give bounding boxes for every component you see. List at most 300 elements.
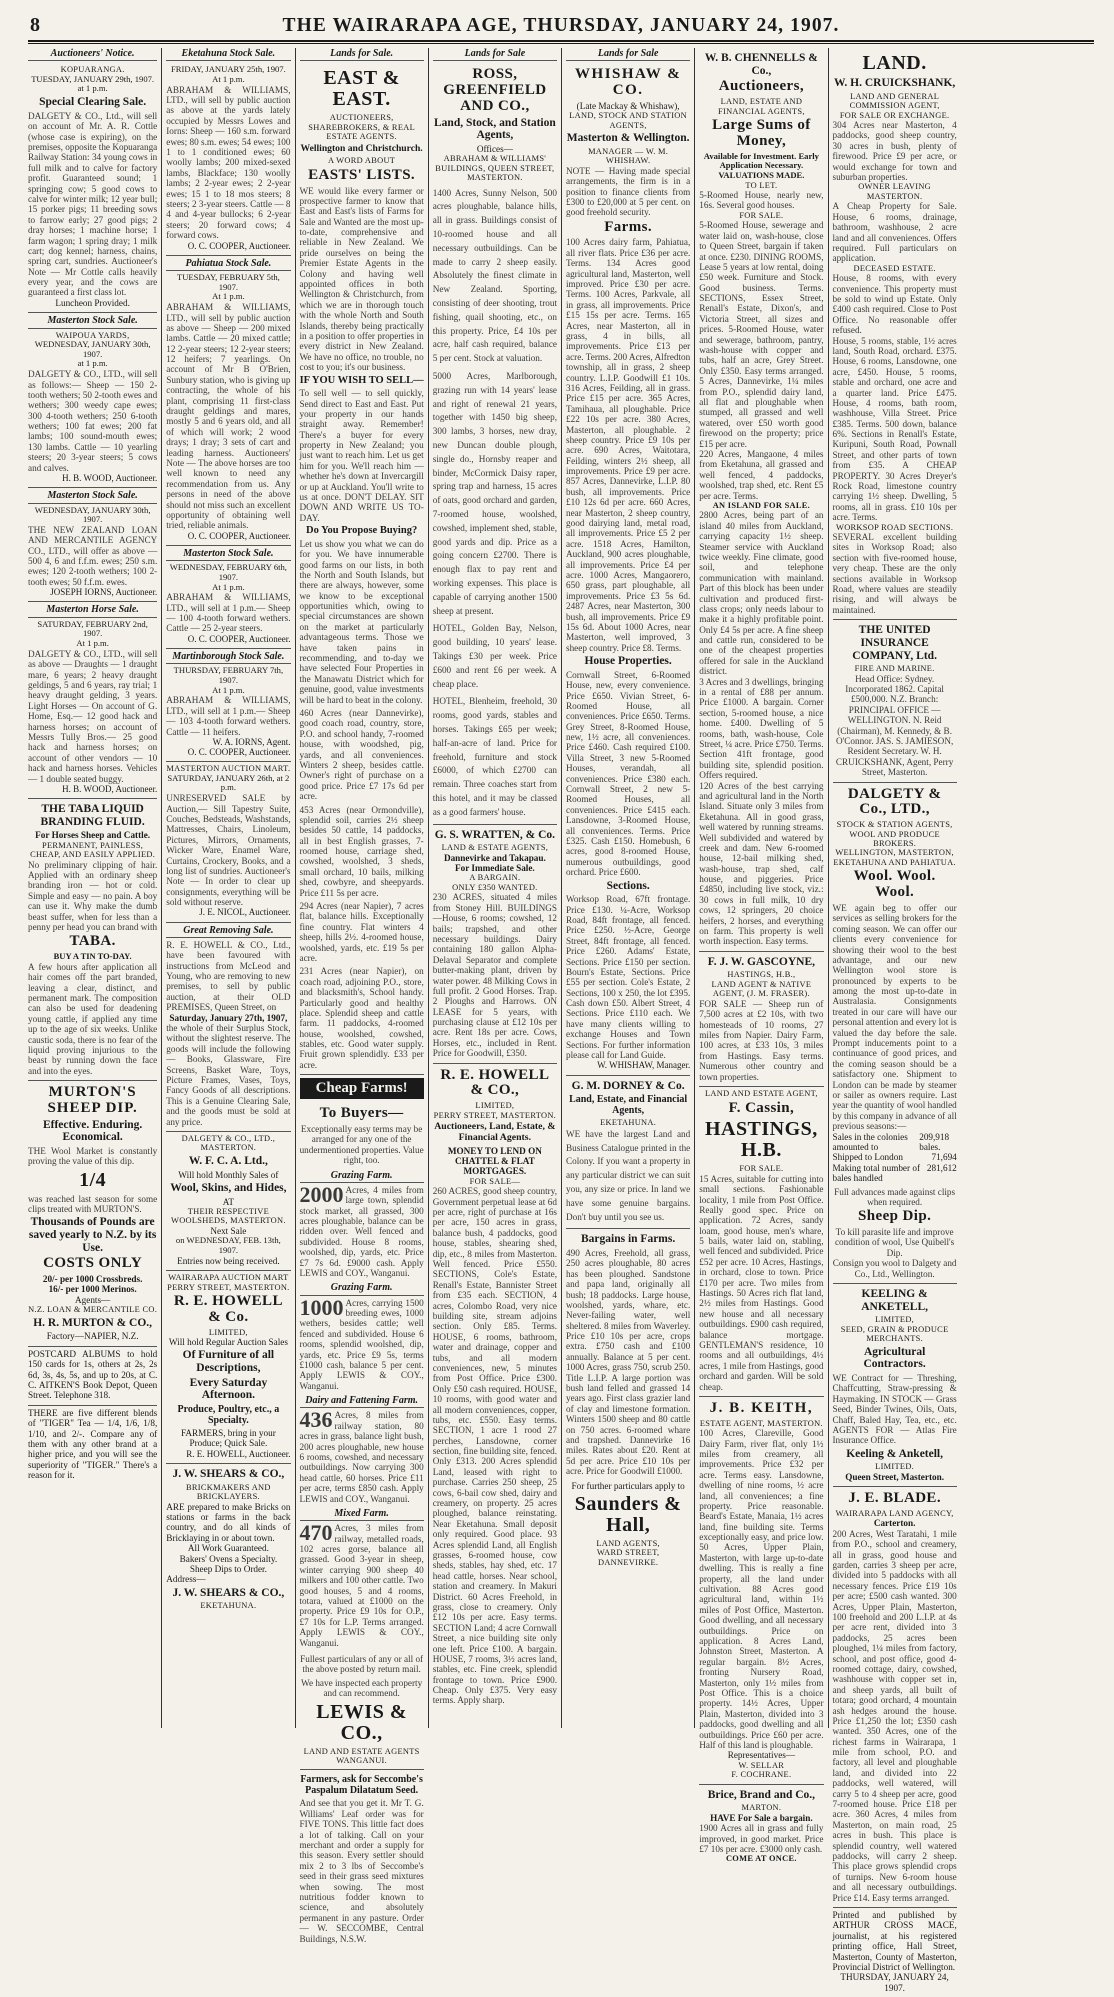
ad-sales-value: 209,918 bales. [919, 1131, 950, 1152]
ad-advances: Full advances made against clips when required. [834, 1186, 956, 1207]
ad-date: FRIDAY, JANUARY 25th, 1907. [170, 64, 286, 75]
ad-header: Masterton Stock Sale. [166, 548, 290, 561]
ad-united-insurance [833, 620, 957, 782]
ad-subtitle: PERMANENT, PAINLESS, CHEAP, AND EASILY APPLIED. [30, 840, 156, 860]
ad-listing-1: 1400 Acres, Sunny Nelson, 500 acres ploughable, balance hills, all in grass. Buildings consist of 10-roomed house and all necessary outbuildings. Can be made to carry 2 sheep easily. Absolutely the finest climate in New Zealand. Sporting, consisting of deer shooting, trout fishing, quail shooting, etc., on this property. Price, £4 10s per acre, half cash required, balance 5 per cent. Stock at valuation. [432, 187, 557, 364]
ad-body-2: 220 Acres, Mangaone, 4 miles from Eketahuna, all grassed and well fenced, 4 paddocks, woolshed, trap shed, etc. Rent £5 per acre. Terms. [699, 448, 824, 501]
ad-body-3: Let us show you what we can do for you. We have innumerable good farms on our lists, in both the North and South Islands, but there are always, however, some we know to be exceptional opportunities which, owing to special circumstances are shown on the market at particularly advantageous terms. Those we have taken pains in recommending, and to-day we have selected Four Properties in the Manawatu District which for genuine, good, value investments will be hard to beat in the colony. [299, 538, 424, 705]
ad-date: WEDNESDAY, JANUARY 30th, 1907. [34, 504, 151, 525]
ad-shipped-row [833, 1152, 957, 1162]
ad-grazing-heading-2: Grazing Farm. [300, 1282, 424, 1295]
ad-taba-branding-fluid [28, 799, 157, 1081]
ad-of: Of Furniture of all Descriptions, [182, 1349, 275, 1375]
ad-dips: Sheep Dips to Order. [189, 1563, 267, 1574]
ad-header: Masterton Stock Sale. [28, 490, 157, 503]
ad-cruickshank [833, 48, 957, 620]
ad-body: Head Office: Sydney. Incorporated 1862. Capital £500,000. N.Z. Branch: PRINCIPAL OFFICE — WELLINGTON. N. Reid (Chairman), M. Kennedy, & B. O'Connor. JAS. S. JAMIESON, Resident Secretary. W. H. CRUICKSHANK, Agent, Perry Street, Masterton. [835, 673, 954, 778]
ad-exchange: FOR SALE OR EXCHANGE. [839, 110, 950, 120]
ad-street: PERRY STREET, MASTERTON. [167, 1282, 290, 1292]
ad-signature: H. B. WOOD, Auctioneer. [62, 783, 158, 794]
ad-property-2: 453 Acres (near Ormondville), splendid soil, carries 2½ sheep besides 50 cattle, 14 paddocks, all in best English grasses, 7-roomed house, carriage shed, cowshed, woolshed, 3 sheds, small orchard, 10 bails, milking shed, cowbyre, and sheepyards. Price £11 5s per acre. [299, 804, 424, 898]
ad-body: DALGETY & CO., LTD., will sell as above — Draughts — 1 draught mare, 6 years; 2 heavy draught geldings, 5 and 6 years, ray trial; 1 heavy draught gelding, 3 years. Light Horses — On account of G. Home, Esq.— 12 good hack and harness horses; on account of Messrs Tully Bros.— 25 good hack and harness horses; on account of other vendors — 10 hack and harness horses. Vehicles — 1 double seated buggy. [28, 648, 158, 784]
ad-ltd: LIMITED, [208, 1327, 248, 1337]
ad-body-2: A Cheap Property for Sale. House, 6 rooms, drainage, bathroom, washhouse, 2 acre land and all conveniences. Offers required. Full particulars on application. [832, 201, 957, 264]
ad-body-2: the whole of their Surplus Stock, without the slightest reserve. The goods will include the following — Books, Glassware, Fire Screens, Basket Ware, Toys, Picture Frames, Vases, Toys, Fancy Goods of all descriptions. This is a Genuine Clearing Sale, and the goods must be sold at any price. [166, 1023, 291, 1127]
ad-forsale: FOR SALE. [739, 1164, 784, 1174]
ad-grazing-text: Acres, 4 miles from large town, splendid stock market, all grassed, 300 acres ploughable, balance can be ridden over. Well fenced and subdivided. House 8 rooms, woolshed, dip, yards, etc. Price £7 7s 6d. £9000 cash. Apply LEWIS and COY., Wanganui. [299, 1184, 424, 1278]
cheap-farms-banner: Cheap Farms! [300, 1078, 424, 1099]
ad-firm: ROSS, GREENFIELD AND CO., [443, 66, 547, 114]
ad-heading: Special Clearing Sale. [39, 96, 147, 109]
ad-time: At 1 p.m. [76, 638, 109, 649]
column-header: Lands for Sale [433, 48, 557, 61]
ad-fullest: Fullest particulars of any or all of the above posted by return mail. [300, 1653, 424, 1675]
ad-wanted: ONLY £350 WANTED. [452, 882, 538, 892]
column-5 [561, 48, 694, 1728]
ad-body: WE would like every farmer or prospective farmer to know that East and East's lists of Farms for Sale and Wanted are the most up-to-date, comprehensive and reliable in New Zealand. We pride ourselves on being the Premier Estate Agents in the Colony and having well appointed offices in both Wellington & Christchurch, from which we are in thorough touch with the whole North and South Islands, thereby being practically in a position to offer properties in every district in New Zealand. We have no office, no trouble, no cost to you; it's our business. [299, 185, 424, 373]
ad-money: MONEY TO LEND ON CHATTEL & FLAT MORTGAGES. [447, 1145, 542, 1177]
ad-have: HAVE For Sale a bargain. [710, 1812, 813, 1823]
ad-worksop: WORKSOP ROAD SECTIONS. [835, 522, 954, 532]
ad-header: Masterton Horse Sale. [28, 604, 157, 617]
ad-tolet: TO LET. [745, 180, 778, 190]
ad-subtitle: LAND, STOCK AND STATION AGENTS, [569, 111, 687, 130]
ad-subtitle: SEED, GRAIN & PRODUCE MERCHANTS. [840, 1324, 949, 1344]
ad-come: COME AT ONCE. [725, 1854, 797, 1864]
ad-date: WEDNESDAY, JANUARY 30th, 1907. [34, 339, 151, 359]
column-1 [28, 48, 161, 1728]
masthead-rule [28, 43, 1094, 44]
ad-wairarapa-auction-mart [166, 1271, 290, 1464]
ad-body: WE again beg to offer our services as selling brokers for the coming season. We can offer our clients every convenience for showing their wool to the best advantage, and our new Wellington wool store is pronounced by experts to be among the most up-to-date in Australasia. Consignments treated in our care will have our personal attention and every lot is valued the day before the sale. Prompt inducements point to a continuance of good prices, and the coming season should be a satisfactory one. Shipment to London can be made by steamer or sailer as owners require. Last year the quantity of wool handled by this company in advance of all previous seasons:— [832, 902, 957, 1132]
ad-forsale: FOR SALE— [469, 1176, 521, 1186]
ad-street: PERRY STREET, MASTERTON. [433, 1110, 557, 1120]
ad-lewis-farms [300, 1102, 424, 1770]
ad-dairy-heading: Dairy and Fattening Farm. [300, 1395, 424, 1408]
ad-acres-figure-2: 1000 [299, 1294, 344, 1320]
ad-eketahuna-stock-sale [166, 63, 290, 255]
ad-body: 100 Acres, Clareville, Good Dairy Farm, river flat, only 1½ miles from creamery, all improvements. Price £32 per acre. Terms easy. Lansdowne, dwelling of nine rooms, ½ acre land, all conveniences; a fine property. Price reasonable. Beard's Estate, Manaia, 1½ acres land, fine building site. Terms exceptionally easy, and price low. 50 Acres, Upper Plain, Masterton, with large up-to-date dwelling. This is really a fine property, all the land under cultivation. 88 Acres good agricultural land, within 1½ miles of Post Office, Masterton. Good dwelling, and all necessary outbuildings. Price on application. 8 Acres Land, Johnston Street, Masterton. A regular bargain. 8½ Acres, fronting Nursery Road, Masterton, only 1½ miles from Post Office. This is a choice property. 14½ Acres, Upper Plain, Masterton, divided into 3 paddocks, good dwelling and all outbuildings. Price £60 per acre. Half of this land is ploughable. [699, 1428, 824, 1750]
ad-buy-note: BUY A TIN TO-DAY. [53, 951, 132, 962]
ad-firm: DALGETY & Co., LTD., [847, 785, 942, 818]
ad-body-2: was reached last season for some clips treated with MURTON'S. [28, 1193, 158, 1215]
ad-date: Saturday, January 27th, 1907, [169, 1012, 288, 1023]
ad-seccombe-seed [300, 1770, 424, 1947]
ad-place: Dannevirke and Takapau. [443, 852, 546, 863]
ad-sheepdip-text: To kill parasite life and improve condition of wool, Use Quibell's Dip. [834, 1227, 955, 1258]
ad-body: ABRAHAM & WILLIAMS, LTD., will sell at 1 p.m.— Sheep — 103 4-tooth forward wethers. Cattle — 11 heifers. [166, 695, 291, 737]
ad-body-3: 3 Acres and 3 dwellings, bringing in a rental of £88 per annum. Price £1000. A bargain. Corner section, 5-roomed house, a nice home. £400. Dwelling of 5 rooms, bath, wash-house, Cole Street, ¼ acre. Price £750. Terms. Section 41ft frontage, good building site, splendid position. Offers required. [699, 676, 824, 781]
ad-firm-2: Keeling & Anketell, [846, 1447, 944, 1460]
ad-property-3: 294 Acres (near Napier), 7 acres flat, balance hills. Exceptionally fine country. Flat winters 4 sheep, hills 2½. 4-roomed house, woolshed, yards, etc. £19 5s per acre. [299, 901, 424, 963]
imprint [833, 1908, 957, 1997]
ad-immediate: For Immediate Sale. [455, 863, 535, 874]
ad-time: At 1 p.m. [212, 581, 245, 592]
ad-header: MASTERTON AUCTION MART. [166, 764, 291, 774]
ad-body: WE Contract for — Threshing, Chaffcutting, Straw-pressing & Haymaking. IN STOCK — Grass Seed, Binder Twines, Oils, Oats, Chaff, Baled Hay, Tea, etc., etc. AGENTS FOR — Atlas Fire Insurance Office. [832, 1373, 957, 1446]
ad-town: EKETAHUNA. [600, 1118, 657, 1128]
ad-saved: Thousands of Pounds are saved yearly to N.Z. by its Use. [28, 1216, 157, 1254]
ad-ltd-2: LIMITED. [875, 1462, 915, 1472]
ad-dalgety-wool [833, 783, 957, 1284]
ad-wfca-wool-sales [166, 1132, 290, 1271]
ad-heading: Farmers, ask for Seccombe's Paspalum Dilatatum Seed. [300, 1774, 423, 1797]
ad-price-figure: 1/4 [79, 1168, 107, 1191]
ad-body: FOR SALE — Sheep run of 7,500 acres at £2 10s, with two homesteads of 10 rooms, 27 miles from Napier. Dairy Farm, 100 acres, at £33 10s, 3 miles from Hastings. Easy terms. Numerous other country and town properties. [699, 998, 824, 1082]
ad-body-4: House, 5 rooms, stable, 1½ acres land, South Road, orchard. £375. House, 6 rooms, Lansdowne, one acre, £450. House, 5 rooms, stable and orchard, one acre and a quarter land. Price £475. House, 4 rooms, bath room, washhouse, Villa Street. Price £385. Terms. 500 down, balance 6%. Sections in Renall's Estate, Kuripuni, South Road, Pownall Street, and other parts of town from £35. A CHEAP PROPERTY. 30 Acres Dreyer's Rock Road, limestone country carrying 1½ sheep. Dwelling, 5 rooms, all in grass. £10 10s per acre. Terms. [832, 335, 957, 523]
ad-land: LAND. [862, 52, 927, 74]
ad-place: HASTINGS, H.B., [727, 970, 796, 980]
ad-lewis-firm: LEWIS & CO., [316, 1700, 407, 1744]
ad-place: THEIR RESPECTIVE WOOLSHEDS, MASTERTON. [170, 1206, 286, 1226]
ad-body: 260 ACRES, good sheep country, Government perpetual lease at 6d per acre, right of purchase at 16s per acre, 150 acres in grass, balance bush, 4 paddocks, good house, stables, shearing shed, dip, etc., 8 miles from Masterton. Well fenced. Price £550. SECTIONS, Cole's Estate, Renall's Estate, Bannister Street from £35 each. SECTION, 4 acres, Colombo Road, very nice building site, stream adjoins section. Only £85. Terms. HOUSE, 6 rooms, bathroom, water and drainage, copper and tubs, and all modern conveniences, new, 5 minutes from Post Office. Price £300. Only £50 cash required. HOUSE, 10 rooms, with good water and all modern conveniences, copper, tubs, etc. £550. Easy terms. SECTION, 1 acre 1 rood 27 perches, Lansdowne, corner section, fine building site, fenced. Only £313. 200 Acres splendid Land, leased with right to purchase. Carries 250 sheep, 25 cows, 6-bail cow shed, dairy and creamery, on property. 25 acres ploughed, balance reinstating. Near Eketahuna. Small deposit only required. Good place. 93 Acres splendid Land, all English grasses, 6-roomed house, cow sheds, stables, hay shed, etc. 17 head cattle, horses. Near school, station and creamery. In Makuri District. 60 Acres Freehold, in grass, close to creamery. Only £12 10s per acre. Easy terms. SECTION Land; 4 acre Cornwall Street, a nice building site only one left. Price £100. A bargain. HOUSE, 7 rooms, 3½ acres land, stables, etc. Fine creek, splendid frontage to town. Price £900. Cheap. Only £375. Very easy terms. Apply sharp. [432, 1186, 558, 1706]
ad-firm: THE UNITED INSURANCE COMPANY, Ltd. [852, 624, 937, 662]
ad-farms-list: 100 Acres dairy farm, Pahiatua, all river flats. Price £36 per acre. Terms. 134 Acres good agricultural land, Masterton, well improved. Price £30 per acre. Terms. 100 Acres, Parkvale, all in grass, all improvements. Price £15 15s per acre. Terms. 165 Acres, near Masterton, all in grass, 4 in bills, all improvements. Price £13 per acre. Terms. 200 Acres, Alfredton township, all in grass, 2 sheep country. L.I.P. Goodwill £1 10s. 316 Acres, Feilding, all in grass. Price £15 per acre. 365 Acres, Tamihaua, all ploughable. Price £22 10s per acre. 380 Acres, Masterton, all ploughable. 2 sheep country. Price £9 10s per acre. 690 Acres, Waitotara, Feilding, winters 2½ sheep, all improvements. Price £9 per acre. 857 Acres, Dannevirke, L.I.P. 80 bush, all improvements. Price £10 12s 6d per acre. 660 Acres, near Masterton, 2 sheep country, good dairying land, metal road, all improvements. Price £5 2 per acre. 1518 Acres, Hamilton, Auckland, 900 acres ploughable, all improvements. Price £4 per acre. 1000 Acres, Mangaorero, 650 grass, part ploughable, all improvements. Price £3 5s 6d. 2487 Acres, near Masterton, 300 bush, all improvements. Price £9 15s 6d. About 1000 Acres, near Masterton, well improved, 3 sheep country. Price £8. Terms. [566, 237, 691, 653]
ad-rep-1: W. SELLAR [738, 1760, 785, 1770]
ad-total-label: Making total number of bales handled [832, 1162, 921, 1184]
ad-signature: J. E. NICOL, Auctioneer. [199, 907, 291, 918]
ad-firm: J. B. KEITH, [709, 1399, 814, 1416]
ad-town: EKETAHUNA. [200, 1601, 257, 1611]
ad-address: WARD STREET, DANNEVIRKE. [596, 1548, 660, 1567]
ad-price-2: 16/- per 1000 Merinos. [48, 1284, 137, 1295]
ad-time: At 1 p.m. [212, 684, 245, 695]
column-header: Auctioneers' Notice. [28, 48, 157, 61]
ad-island-text: 2800 Acres, being part of an island 40 miles from Auckland, carrying capacity 1½ sheep. Steamer service with Auckland twice weekly. Fine climate, good soil, and telephone communication with mainland. Part of this block has been under cultivation and produced first-class crops; only needs labour to make it a highly profitable point. Only £4 5s per acre. A fine sheep and cattle run, considered to be one of the cheapest properties offered for sale in the Auckland district. [699, 510, 824, 677]
ad-date: on WEDNESDAY, FEB. 13th, 1907. [175, 1235, 281, 1256]
ad-signature: O. C. COOPER, Auctioneer. [187, 633, 291, 644]
ad-body: R. E. HOWELL & CO., Ltd., have been favoured with instructions from McLeod and Young, who are removing to new premises, to sell by public auction, at their OLD PREMISES, Queen Street, on [166, 939, 291, 1013]
ad-header: WAIRARAPA AUCTION MART [168, 1273, 289, 1283]
ad-ltd: LIMITED, [875, 1315, 915, 1325]
ad-whishaw [566, 63, 690, 1075]
column-2 [161, 48, 294, 1728]
ad-body: DALGETY & CO., LTD., will sell as follows:— Sheep — 150 2-tooth wethers; 50 2-tooth ewes and wethers; 300 weedy cape ewes; 300 4-tooth wethers; 250 6-tooth wethers; 100 fat ewes; 200 fat lambs; 100 sound-mouth ewes; 130 lambs. Cattle — 10 yearling steers; 20 3-year steers; 5 cows and calves. [28, 369, 158, 473]
ad-date: TUESDAY, FEBRUARY 5th, 1907. [176, 272, 280, 292]
ad-word: A WORD ABOUT [328, 156, 396, 166]
ad-time: at 1 p.m. [77, 83, 108, 94]
column-6 [694, 48, 827, 1864]
ad-firm: W. H. CRUICKSHANK, [833, 77, 956, 89]
ad-masterton-stock-sale-feb [166, 546, 290, 649]
column-header: Lands for Sale. [300, 48, 424, 61]
ad-body: 5-Roomed House, sewerage and water laid on, wash-house, close to Queen Street, bargain if taken at once. £230. DINING ROOMS, Lease 5 years at low rental, doing £50 week. Furniture and Stock. Good business. Terms. SECTIONS, Essex Street, Renall's Estate, Dixon's, and Victoria Street, all sizes and prices. 5-Roomed House, water and sewerage, bathroom, pantry, wash-house with copper and tubs, half an acre, Grey Street. Only £350. Easy terms arranged. 5 Acres, Dannevirke, 1¼ miles from P.O., splendid dairy land, all flat and ploughable when stumped, all grassed and well watered, over £50 worth good firewood on the property; price £15 per acre. [699, 220, 824, 449]
ad-body: THERE are five different blends of "TIGER" Tea — 1/4, 1/6, 1/8, 1/10, and 2/-. Compare any of them with any other brand at a higher price, and you will see the superiority of "TIGER." There's a reason for it. [28, 1407, 158, 1481]
ad-large-sums: Large Sums of Money, [712, 117, 811, 149]
ad-date: THURSDAY, FEBRUARY 7th, 1907. [173, 665, 284, 685]
ad-agri: Agricultural Contractors. [863, 1345, 926, 1371]
ad-signature: O. C. COOPER, Auctioneer. [187, 530, 291, 541]
ad-available: Available for Investment. Early Application Necessary. VALUATIONS MADE. [703, 150, 819, 180]
ad-title: THE TABA LIQUID BRANDING FLUID. [40, 803, 145, 828]
ad-header: Martinborough Stock Sale. [166, 651, 290, 664]
ad-acres-figure-4: 470 [299, 1520, 333, 1546]
ad-firm: F. J. W. GASCOYNE, [707, 955, 815, 968]
ad-island-heading: AN ISLAND FOR SALE. [712, 500, 811, 510]
ad-body: UNRESERVED SALE by Auction,— Sill Tapestry Suite, Couches, Bedsteads, Washstands, Mattresses, Chairs, Linoleum, Pictures, Mirrors, Ornaments, Wicker Ware, Enamel Ware, Curtains, Crockery, Books, and a long list of sundries. Auctioneer's Note — In order to clear up consignments, everything will be sold without reserve. [166, 793, 291, 908]
ad-produce: Produce, Poultry, etc., a Specialty. [177, 1404, 280, 1427]
ad-body-2: To sell well — to sell quickly, Send direct to East and East. Put your property in our hands straight away. Remember! There's a buyer for every property in New Zealand; you just want to reach him. Let us get him for you. We'll reach him — whether he's down at Invercargill or up at Auckland. You'll write to us at once. DON'T DELAY. SIT DOWN AND WRITE US TO-DAY. [299, 388, 424, 523]
ad-factory: Factory—NAPIER, N.Z. [46, 1331, 139, 1342]
ad-grazing-heading: Grazing Farm. [300, 1170, 424, 1183]
ad-signature: R. E. HOWELL, Auctioneer. [186, 1448, 291, 1459]
ad-body-5: SEVERAL excellent building sites in Worksop Road; also section with five-roomed house, very cheap. These are the only sections available in Worksop Road, where values are steadily rising, and will always be maintained. [832, 532, 957, 615]
ad-sales-label: Sales in the colonies amounted to [832, 1131, 908, 1152]
ad-date: WEDNESDAY, FEBRUARY 6th, 1907. [169, 562, 287, 582]
ad-address-label: Address— [166, 1574, 206, 1585]
column-7 [828, 48, 961, 1993]
newspaper-title: THE WAIRARAPA AGE, THURSDAY, JANUARY 24, 1907. [282, 15, 840, 36]
ad-body: 15 Acres, suitable for cutting into small sections. Fashionable locality, 1 mile from Post Office. Really good spec. Price on application. 72 Acres, sandy loam, good house, men's whare, 5 bails, water laid on, stabling, well fenced and subdivided. Price £52 per acre. 10 Acres, Hastings, in orchard, close to town. Price £170 per acre. Two miles from Hastings. 50 Acres rich flat land, 2½ miles from Hastings. Good new house and all necessary outbuildings. £900 cash required, balance mortgage. GENTLEMAN'S residence, 10 rooms and all outbuildings, 4½ acres, 1 mile from Hastings, good orchard and garden. Will be sold cheap. [699, 1173, 824, 1392]
ad-place: Wellington and Christchurch. [300, 142, 423, 154]
ad-subtitle: LAND, ESTATE AND FINANCIAL AGENTS, [718, 97, 805, 116]
imprint-date: THURSDAY, JANUARY 24, 1907. [840, 1972, 949, 1993]
ad-rep-2: F. COCHRANE. [731, 1770, 792, 1780]
ad-owner: OWNER LEAVING MASTERTON. [858, 182, 932, 201]
ad-will: Will hold Monthly Sales of [178, 1169, 279, 1180]
ad-firm: F. Cassin, [728, 1099, 795, 1116]
ad-firm: R. E. HOWELL & Co. [173, 1293, 283, 1325]
ad-body: 230 ACRES, situated 4 miles from Stoney Hill. BUILDINGS—House, 6 rooms; cowshed, 12 bails; trapshed, and other necessary buildings. Dairy containing 180 gallon Alpha-Delaval Separator and complete butter-making plant, driven by water power. 48 Milking Cows in full profit. 2 Good Horses. Trap. 2 Ploughs and Harrows. ON LEASE for 5 years, with purchasing clause at £12 10s per acre. Rent 18s per acre. Cows, Horses, etc., included in Rent. Price for Goodwill, £350. [432, 892, 557, 1059]
ad-time: at 1 p.m. [77, 358, 108, 369]
ad-listing-3: HOTEL, Golden Bay, Nelson, good building, 10 years' lease. Takings £30 per week. Price £600 and rent £6 per week. A cheap place. [432, 623, 557, 689]
ad-farms-heading: Farms. [604, 218, 653, 235]
ad-inspected: We have inspected each property and can recommend. [301, 1677, 423, 1699]
ad-time: At 1 p.m. [212, 291, 245, 302]
ad-side-note: For Horses Sheep and Cattle. [35, 830, 151, 841]
column-header: Eketahuna Stock Sale. [166, 48, 290, 61]
ad-keith [699, 1397, 823, 1785]
ad-firm: WHISHAW & CO. [575, 66, 682, 99]
ad-bargains-heading: Bargains in Farms. [581, 1233, 676, 1246]
ad-subtitle: WAIRARAPA LAND AGENCY, [835, 1509, 954, 1518]
ad-will: Will hold Regular Auction Sales [168, 1337, 288, 1348]
ad-shipped-label: Shipped to London [832, 1152, 903, 1163]
ad-signature-2: O. C. COOPER, Auctioneer. [187, 747, 291, 758]
ad-subtitle: LAND AND ESTATE AGENT, [704, 1089, 818, 1099]
ad-place: WELLINGTON, MASTERTON, EKETAHUNA AND PAHIATUA. [833, 848, 956, 867]
ad-shipped-value: 71,694 [931, 1152, 957, 1163]
ad-horse-sale [28, 602, 157, 799]
page-number: 8 [30, 14, 40, 36]
ad-offices-label: Offices— [476, 143, 513, 154]
ad-body-2: A few hours after application all hair comes off the part branded, leaving a clear, distinct, and permanent mark. The composition can also be used for deadening young cattle, if applied any time up to the age of six weeks. Unlike caustic soda, there is no fear of the liquid proving injurious to the beast by running down the face and into the eyes. [28, 961, 158, 1076]
ad-firm: Brice, Brand and Co., [707, 1788, 816, 1801]
ad-consign: Consign you wool to Dalgety and Co., Ltd., Wellington. [832, 1258, 957, 1279]
ad-postcard-albums [28, 1347, 157, 1406]
ad-every: Every Saturday Afternoon. [189, 1376, 268, 1402]
ad-signature: W. WHISHAW, Manager. [597, 1060, 691, 1071]
ad-total-value: 281,612 [926, 1162, 957, 1173]
ad-date: TUESDAY, JANUARY 29th, 1907. [31, 73, 155, 84]
ad-chennells [699, 48, 823, 952]
ad-acres-figure-3: 436 [299, 1407, 333, 1433]
ad-body: ABRAHAM & WILLIAMS, LTD., will sell by public auction as above — Sheep — 200 mixed lambs. Cattle — 20 mixed cattle; 12 2-year steers; 12 2-year steers; 12 heifers; 7 yearlings. On account of Mr B O'Brien, Sunbury station, who is giving up contracting, the whole of his plant, comprising 11 first-class draught geldings and mares, mostly 5 and 6 years old, and all of which will work; 2 wood drays; 1 dray; 3 sets of cart and leading harness. Auctioneers' Note — The above horses are too well known to need any recommendation from us. Any persons in need of the above should not miss such an excellent opportunity of obtaining well tried, reliable animals. [166, 302, 291, 531]
ad-gascoyne [699, 952, 823, 1087]
ad-mixed-text: Acres, 3 miles from railway, metalled roads, 102 acres gorse, balance all grassed. Good 3-year in sheep, winter carrying 900 sheep 40 milkers and 100 other cattle. Two good houses, 5 and 4 rooms, totara, valued at £1000 on the property. Price £9 10s for O.P., £7 10s for L.P. Terms arranged. Apply LEWIS & COY., Wanganui. [299, 1523, 424, 1648]
ad-body-3: House, 8 rooms, with every convenience. This property must be sold to wind up Estate. Only £400 cash required. Close to Post Office. No reasonable offer refused. [832, 273, 957, 336]
ad-time: At 1 p.m. [212, 74, 245, 84]
ad-footer: Luncheon Provided. [55, 297, 130, 308]
ad-manager: MANAGER — W. M. WHISHAW. [588, 146, 669, 166]
ad-subtitle: Auctioneers, Land, Estate, & Financial Agents. [434, 1121, 556, 1143]
ad-body: THE Wool Market is constantly proving the value of this dip. [28, 1145, 158, 1167]
ad-body: And see that you get it. Mr T. G. Williams' Leaf order was for FIVE TONS. This little fact does a lot of talking. Call on your merchant and order a supply for this season. Every settler should mix 2 to 3 lbs of Seccombe's seed in their grass seed mixtures when sowing. The most nutritious fodder known to science, and absolutely permanent in any pasture. Order — W. SECCOMBE, Central Buildings, N.S.W. [299, 1798, 424, 1944]
ad-forsale: FOR SALE. [739, 210, 784, 220]
ad-footer: Entries now being received. [177, 1255, 280, 1266]
ad-firm: J. W. SHEARS & CO., [172, 1467, 285, 1480]
ad-jw-shears [166, 1464, 290, 1615]
ad-lewis-sub: LAND AND ESTATE AGENTS WANGANUI. [303, 1746, 420, 1765]
ad-firm: G. S. WRATTEN, & Co. [434, 828, 556, 841]
ad-mixed-heading: Mixed Farm. [300, 1508, 424, 1521]
ad-body: ABRAHAM & WILLIAMS, LTD., will sell by public auction as above at the yards lately occupied by Messrs Lowes and Iorns: Sheep — 160 s.m. forward ewes; 80 s.m. ewes; 54 ewes; 100 1 to 1 conditioned ewes; 60 woolly lambs; 200 mixed-sexed lambs, Blackface; 130 woolly lambs; 2 2-year ewes; 2 2-year ewes; 15 1 to 18 mos steers; 8 steers; 2 3-year steers. Cattle — 8 4 and 4-year bullocks; 6 2-year steers; 20 forward cows; 4 forward cows. [166, 84, 291, 241]
ad-address: ABRAHAM & WILLIAMS' BUILDINGS, QUEEN STREET, MASTERTON. [435, 154, 555, 183]
ad-header: Great Removing Sale. [166, 925, 290, 938]
ad-wratten [433, 825, 557, 1064]
ad-martinborough-stock-sale [166, 649, 290, 762]
ad-listing-2: 5000 Acres, Marlborough, grazing run with 14 years' lease and right of renewal 21 years, together with 1450 big sheep, 300 lambs, 3 horses, new dray, new Duncan double plough, single do., Hornsby reaper and binder, McCormick Daisy raper, spring trap and harness, 15 acres of oats, good orchard and garden, 7-roomed house, woolshed, cowshed, implement shed, stable, good yards and dip. Price as a going concern £2700. There is enough flax to pay rent and working expenses. This place is capable of carrying another 1500 sheep at present. [432, 371, 557, 616]
ad-dairy-text: Acres, 8 miles from railway station, 80 acres in grass, balance light bush, 200 acres ploughable, new house 6 rooms, cowshed, and necessary outbuildings. Now carrying 300 head cattle, 60 horses. Price £11 per acre, terms £850 cash. Apply LEWIS and COY., Wanganui. [299, 1410, 424, 1504]
ad-east-and-east [300, 63, 424, 1075]
ad-address: Queen Street, Masterton. [845, 1471, 945, 1482]
column-3 [295, 48, 428, 1944]
ad-late: (Late Mackay & Whishaw), [576, 100, 680, 111]
ad-auctioneers: Auctioneers, [718, 78, 804, 95]
ad-sales-row [833, 1132, 957, 1153]
ad-buyers-heading: To Buyers— [319, 1105, 404, 1122]
ad-subtitle: Land, Stock, and Station Agents, [434, 116, 556, 142]
ad-masterton-stock-sale [28, 313, 157, 488]
ad-nz-loan-stock-sale [28, 488, 157, 602]
ad-next: Next Sale [210, 1225, 247, 1236]
ad-acres-figure: 2000 [299, 1181, 344, 1207]
ad-lists: EASTS' LISTS. [308, 166, 416, 183]
ad-howell-land [433, 1064, 557, 1710]
ad-firm: J. E. BLADE. [848, 1490, 941, 1507]
ad-firm: W. B. CHENNELLS & Co., [704, 52, 818, 77]
ad-header: Masterton Stock Sale. [28, 315, 157, 328]
ad-signature: H. B. WOOD, Auctioneer. [62, 473, 158, 484]
ad-header: Pahiatua Stock Sale. [166, 258, 290, 271]
ad-body: No preliminary clipping of hair. Applied with an ordinary sheep branding iron — hot or cold. Simple and easy — no pain. A boy can use it. Why make the dumb beast suffer, when for less than a penny per head you can brand with [28, 859, 158, 933]
ad-brand-name: TABA. [69, 933, 116, 950]
ad-note: NOTE — Having made special arrangements, the firm is in a position to finance clients from £300 to £20,000 at 5 per cent. on good freehold security. [566, 165, 691, 218]
ad-pahiatua-stock-sale [166, 256, 290, 546]
ad-town: MARTON. [741, 1803, 782, 1813]
ad-intro: DALGETY & CO., LTD., MASTERTON. [181, 1133, 276, 1153]
ad-title: EAST & EAST. [323, 67, 400, 111]
ad-body: WE have the largest Land and Business Catalogue printed in the Colony. If you want a property in any particular district we can suit you, any size or price. In land we have some genuine bargains. Don't buy until you see us. [566, 1128, 691, 1222]
ad-specialty: Bakers' Ovens a Specialty. [179, 1553, 278, 1564]
ad-ltd: LIMITED, [475, 1101, 515, 1111]
ad-blade [833, 1487, 957, 1908]
ad-bargain: A BARGAIN. [469, 873, 521, 883]
ad-guarantee: All Work Guaranteed. [187, 1543, 269, 1554]
ad-body: FARMERS, bring in your Produce; Quick Sale. [180, 1428, 276, 1449]
ad-body-4: 120 Acres of the best carrying and agricultural land in the North Island. Situate only 3 miles from Eketahuna. All in good grass, well watered by running streams. Well subdivided and watered by creek and dam. New 6-roomed house, 12-bail milking shed, wash-house, trap shed, calf house, and piggeries. Price £4850, including live stock, viz.: 30 cows in full milk, 10 dry cows, 12 springers, 20 choice heifers, 2 horses, and everything on farm. This property is well worth inspection. Easy terms. [699, 780, 824, 947]
ad-hastings: HASTINGS, H.B. [704, 1118, 818, 1162]
ad-tagline: Effective. Enduring. Economical. [42, 1118, 143, 1144]
ad-representatives: Representatives— [727, 1750, 796, 1761]
ad-signature: JOSEPH IORNS, Auctioneer. [50, 587, 158, 598]
ad-buyers-text: Exceptionally easy terms may be arranged for any one of the undermentioned properties. Value right, too. [299, 1123, 424, 1166]
ad-body: POSTCARD ALBUMS to hold 150 cards for 1s, others at 2s, 2s 6d, 3s, 4s, 5s, and up to 20s, at C. C. AITKEN'S Book Depot, Queen Street. Telephone 318. [28, 1348, 158, 1401]
ad-cassin [699, 1087, 823, 1397]
ad-place: Masterton & Wellington. [566, 132, 690, 145]
ad-date: SATURDAY, FEBRUARY 2nd, 1907. [37, 618, 148, 639]
ad-subtitle: LAND & ESTATE AGENTS, [441, 843, 549, 853]
ad-dorney [566, 1076, 690, 1230]
ad-subtitle: LAND AND GENERAL COMMISSION AGENT, [849, 91, 940, 111]
ad-costs: COSTS ONLY [43, 1255, 143, 1272]
ad-body: 1900 Acres all in grass and fully improved, in good market. Price £7 10s per acre. £3000 only cash. [699, 1823, 824, 1854]
ad-agent: N.Z. LOAN & MERCANTILE CO. [28, 1305, 158, 1315]
ad-body: 200 Acres, West Taratahi, 1 mile from P.O., school and creamery, all in grass, good house and garden, carries 3 sheep per acre, divided into 5 paddocks with all necessary fences. Price £19 10s per acre; £500 cash wanted. 300 Acres, Upper Plain, Masterton, 100 freehold and 200 L.I.P. at 4s per acre rent, divided into 3 paddocks, 25 acres been ploughed, 1¼ miles from factory, school, and post office, good 4-roomed cottage, dairy, cowshed, washhouse with copper set in, and sheep yards, all built of totara; good orchard, 4 mountain ash hedges around the house. Price £1,250 the lot; £350 cash wanted. 350 Acres, one of the richest farms in Wairarapa, 1 mile from school, P.O. and factory, all level and ploughable land, and divided into 22 paddocks, well watered, will carry 5 to 4 sheep per acre, good 7-roomed house. Price £18 per acre. 360 Acres, 4 miles from Masterton, on main road, 25 acres in bush. This place is splendid country, well watered paddocks, will carry 2 sheep. This place grows splendid crops of turnips. New 6-room house and all necessary outbuildings. Price £14. Easy terms arranged. [832, 1528, 957, 1903]
ad-body: 304 Acres near Masterton, 4 paddocks, good sheep country, 30 acres in bush, plenty of firewood. Price £9 per acre, or would exchange for town and suburban properties. [832, 120, 957, 183]
ad-subtitle: LAND AGENTS, [596, 1538, 660, 1548]
ad-tiger-tea [28, 1406, 157, 1485]
ad-buy-heading: Do You Propose Buying? [306, 525, 418, 537]
column-header: Lands for Sale [566, 48, 690, 61]
ad-wool: Wool. Wool. Wool. [853, 868, 936, 901]
ad-sheepdip: Sheep Dip. [858, 1208, 932, 1225]
ad-firm: R. E. HOWELL & CO., [440, 1066, 550, 1099]
ad-agents-label: Agents— [75, 1294, 111, 1305]
ad-firm: KEELING & ANKETELL, [861, 1287, 929, 1313]
ad-body: ARE prepared to make Bricks on stations or farms in the back country, and do all kinds of Bricklaying in or about town. [166, 1501, 291, 1543]
ad-listing-4: HOTEL, Blenheim, freehold, 30 rooms, good yards, stables and horses. Takings £65 per week; half-an-acre of land. Price for freehold, furniture and stock £6000, of which £2700 can remain. Three coaches start from this hotel, and it may be classed as a good farmers' house. [432, 696, 557, 817]
ad-subtitle: LAND AGENT & NATIVE AGENT, (J. M. FRASER). [711, 979, 812, 999]
ad-firm: G. M. DORNEY & Co. [571, 1079, 685, 1092]
ad-subtitle: ESTATE AGENT, MASTERTON. [699, 1418, 823, 1428]
ad-brice-brand [699, 1785, 823, 1868]
ad-sections-list: Worksop Road, 67ft frontage. Price £130. ¼-Acre, Worksop Road, 84ft frontage, all fenced. Price £250. ½-Acre, George Street, 84ft frontage, all fenced. Price £260. Adams' Estate, Sections. Price £150 per section. Bourn's Estate, Sections. Price £55 per section. Cole's Estate, 2 Sections, 100 x 250, the lot £395. Cash down £50. Albert Street, 4 Sections. Price £110 each. We have many clients willing to exchange Houses and Town Sections. For further information please call for Land Guide. [566, 894, 691, 1061]
ad-signature: O. C. COOPER, Auctioneer. [187, 240, 291, 251]
ad-body: 490 Acres, Freehold, all grass, 250 acres ploughable, 80 acres has been ploughed. Sandstone and papa land, originally all bush; 18 paddocks. Large house, woolshed, yards, whare, etc. Never-failing water, well sheltered. 8 miles from Waverley. Price £10 10s per acre, crops extra. £750 cash and £100 annually. Balance at 5 per cent. 1000 Acres, grass 750, scrub 250. Title L.I.P. A large portion was bush land felled and grassed 14 years ago. First class grazier land of clay and limestone formation. Winters 1500 sheep and 80 cattle on 750 acres. 6-roomed whare and trapshed. Dannevirke 16 miles. Rates about £20. Rent at 5d per acre. Price £10 10s per acre. Price for Goodwill £1000. [566, 1247, 691, 1477]
ad-keeling-anketell [833, 1284, 957, 1487]
ad-grazing-text-2: Acres, carrying 1500 breeding ewes, 1000 wethers, besides cattle; well fenced and subdivided. House 6 rooms, splendid woolshed, dip, yards, etc. Price £9 5s, terms £1000 cash, balance 5 per cent. Apply LEWIS & COY., Wanganui. [299, 1297, 424, 1391]
ad-subtitle: AUCTIONEERS, SHAREBROKERS, & REAL ESTATE AGENTS. [308, 113, 415, 142]
ad-sections-heading: Sections. [606, 879, 650, 892]
ad-body: DALGETY & CO., Ltd., will sell on account of Mr. A. R. Cottle (whose case is expiring), on the premises, opposite the Kopuaranga Railway Station: 34 young cows in full milk and to calve for factory profit. Guaranteed sound; 1 springing cow; 5 good cows to calve for winter milk; 12 year bull; 15 porker pigs; 11 breeding sows to farrow early; 27 good pigs; 2 dray horses; 1 machine horse; 1 farm wagon; 1 spring dray; 1 milk cart; dog kennel; harness, chains, spring cart, sundries. Auctioneer's Note — Mr Cottle calls heavily every year, and the cows are guaranteed a first class lot. [28, 110, 158, 298]
imprint-text: Printed and published by ARTHUR CROSS MACE, journalist, at his registered printing office, Hall Street, Masterton, County of Masterton, Provincial District of Wellington. [832, 1909, 957, 1972]
column-4 [428, 48, 561, 1728]
ad-property-4: 231 Acres (near Napier), on coach road, adjoining P.O., store, and blacksmith's, School handy. Particularly good and healthy place. Splendid sheep and cattle farm. 11 paddocks, 4-roomed house, woolshed, cowshed, stables, etc. Good water supply. Fruit grown splendidly. £33 per acre. [299, 966, 424, 1070]
ad-house-list: Cornwall Street, 6-Roomed House, new, every convenience. Price £650. Vivian Street, 6-Roomed House, all conveniences. Price £650. Terms. Grey Street, 8-Roomed House, new, 1½ acre, all conveniences. Price £460. Cash required £100. Villa Street, 3 new 5-Roomed Houses, verandah, all conveniences. Price £380 each. Cornwall Street, 2 new 5-Roomed Houses, all conveniences. Price £415 each. Lansdowne, 3-Roomed House, all conveniences. Terms. Price £325. Cash £150. Homebush, 6 acres, good 8-roomed House, numerous outbuildings, good orchard. Price £600. [566, 669, 691, 878]
ad-maker: H. R. MURTON & CO., [33, 1316, 153, 1329]
ad-subtitle: STOCK & STATION AGENTS, WOOL AND PRODUCE BROKERS. [836, 820, 953, 848]
ad-title: MURTON'S SHEEP DIP. [47, 1084, 138, 1116]
ad-great-removing-sale [166, 923, 290, 1132]
ad-masterton-auction-mart [166, 762, 290, 922]
ad-body: ABRAHAM & WILLIAMS, LTD., will sell at 1 p.m.— Sheep — 100 4-tooth forward wethers. Cattle — 25 2-year steers. [166, 592, 291, 634]
ad-date: SATURDAY, JANUARY 26th, at 2 p.m. [167, 772, 290, 793]
ad-firm-2: J. W. SHEARS & CO., [172, 1586, 285, 1599]
masthead [28, 14, 1094, 42]
page-columns [28, 48, 1094, 1993]
ad-price-1: 20/- per 1000 Crossbreds. [42, 1274, 143, 1285]
ad-further: For further particulars apply to [571, 1480, 685, 1491]
ad-ross-greenfield [433, 63, 557, 824]
ad-body: THE NEW ZEALAND LOAN AND MERCANTILE AGENCY CO., LTD., will offer as above — 500 4, 6 and f.f.m. ewes; 250 s.m. ewes; 120 2-tooth wethers; 100 2-tooth ewes; 50 f.f.m. ewes. [28, 524, 158, 587]
ad-place: WAIPOUA YARDS, [55, 330, 130, 340]
ad-at: AT [222, 1196, 234, 1207]
ad-deceased: DECEASED ESTATE. [853, 263, 936, 273]
ad-place: KOPUARANGA. [60, 65, 125, 75]
ad-firm: Saunders & Hall, [574, 1492, 682, 1536]
ad-tolet-text: 5-Roomed House, nearly new, 16s. Several good houses. [699, 190, 824, 211]
